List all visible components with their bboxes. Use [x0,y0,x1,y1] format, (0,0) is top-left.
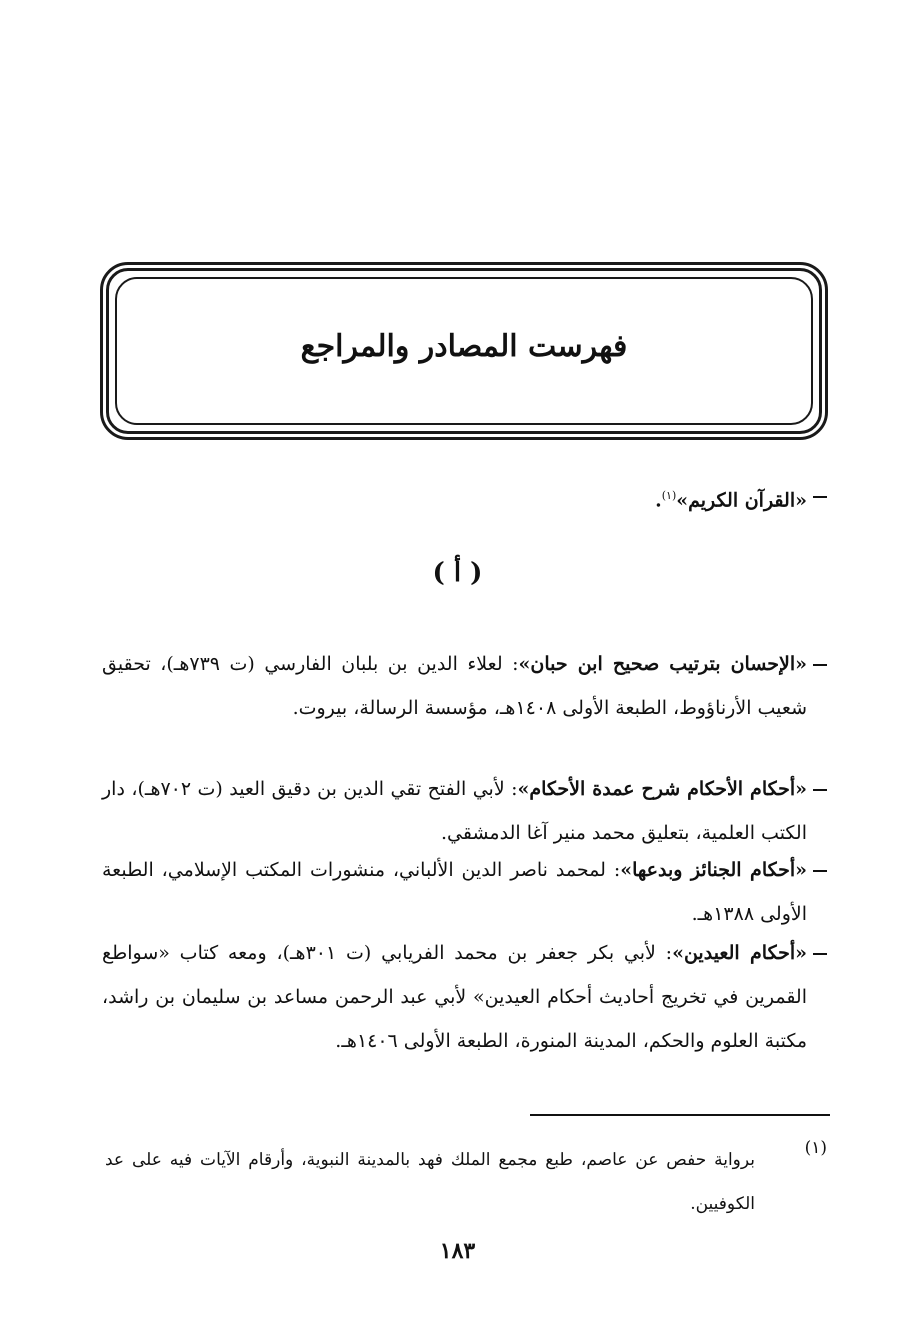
title-frame [100,262,828,440]
entry-dash [813,789,827,791]
reference-title: «الإحسان بترتيب صحيح ابن حبان» [518,653,808,675]
section-letter-heading: ( أ ) [432,558,483,588]
page-title: فهرست المصادر والمراجع [300,329,628,364]
reference-title: «أحكام الأحكام شرح عمدة الأحكام» [517,778,807,800]
quran-entry-title: «القرآن الكريم» [676,489,807,512]
quran-entry-tail: . [655,489,662,512]
footnote-marker: (١) [804,1138,827,1158]
entry-dash [813,870,827,872]
reference-details: : لأبي بكر جعفر بن محمد الفريابي (ت ٣٠١هـ)، ومعه كتاب «سواطع القمرين في تخريج أحاديث أحكام العيدين» لأبي عبد الرحمن مساعد بن سليمان بن راشد، مكتبة العلوم والحكم، المدينة المنورة، الطبعة الأولى ١٤٠٦هـ. [102,942,807,1052]
reference-entry [102,642,807,730]
footnote-text: برواية حفص عن عاصم، طبع مجمع الملك فهد بالمدينة النبوية، وأرقام الآيات فيه على عد الكوفيين. [105,1150,755,1214]
reference-details: : لأبي الفتح تقي الدين بن دقيق العيد (ت ٧٠٢هـ)، دار الكتب العلمية، بتعليق محمد منير آغا الدمشقي. [102,778,807,844]
reference-title: «أحكام العيدين» [672,942,807,964]
footnote-ref: (١) [661,489,677,502]
quran-entry [655,476,807,520]
page-number: ١٨٣ [439,1238,476,1264]
reference-title: «أحكام الجنائز وبدعها» [620,859,807,881]
reference-details: : لمحمد ناصر الدين الألباني، منشورات المكتب الإسلامي، الطبعة الأولى ١٣٨٨هـ. [102,859,807,925]
entry-dash [813,496,827,498]
reference-details: : لعلاء الدين بن بلبان الفارسي (ت ٧٣٩هـ)، تحقيق شعيب الأرناؤوط، الطبعة الأولى ١٤٠٨هـ، مؤسسة الرسالة، بيروت. [102,653,807,719]
footnote-separator [530,1114,830,1116]
reference-entry [102,848,807,936]
reference-entry [102,767,807,855]
reference-entry [102,931,807,1063]
entry-dash [813,664,827,666]
entry-dash [813,953,827,955]
